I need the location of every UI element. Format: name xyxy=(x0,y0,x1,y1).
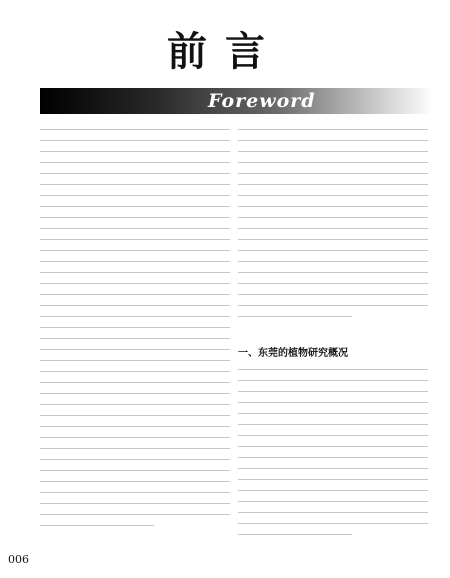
left-column xyxy=(40,125,230,541)
foreword-banner-label: Foreword xyxy=(208,90,316,112)
text-placeholder xyxy=(238,129,428,327)
page-title: 前言 xyxy=(167,28,283,75)
foreword-banner xyxy=(40,88,434,114)
right-column xyxy=(238,125,428,541)
page-number: 006 xyxy=(8,553,29,566)
text-placeholder xyxy=(238,369,428,545)
section-heading: 一、东莞的植物研究概况 xyxy=(238,348,348,359)
text-placeholder xyxy=(40,129,230,536)
